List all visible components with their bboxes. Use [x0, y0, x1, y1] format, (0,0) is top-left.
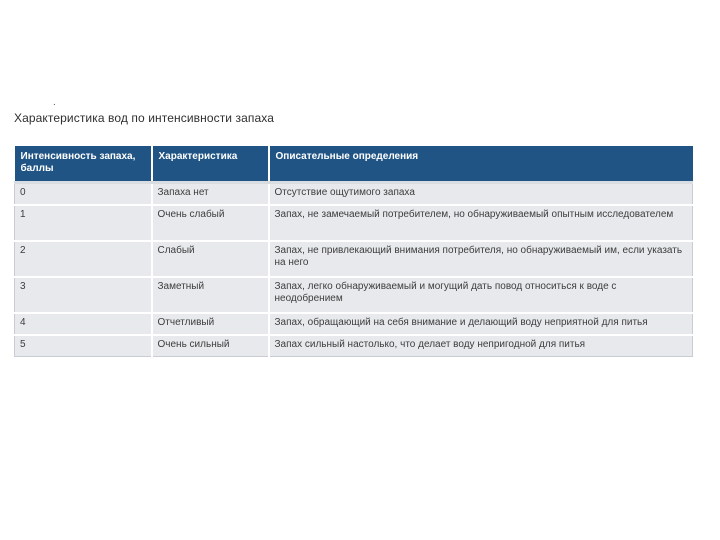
header-description: Описательные определения: [269, 146, 693, 183]
table-row: [15, 313, 693, 335]
table-row: [15, 335, 693, 357]
table-row: [15, 277, 693, 313]
cell-description: Отсутствие ощутимого запаха: [269, 183, 693, 206]
cell-intensity: 3: [15, 277, 152, 313]
cell-characteristic: Очень сильный: [152, 335, 269, 357]
table-row: [15, 205, 693, 241]
cell-characteristic: Очень слабый: [152, 205, 269, 241]
odor-intensity-table: [14, 146, 693, 357]
cell-characteristic: Отчетливый: [152, 313, 269, 335]
cell-intensity: 0: [15, 183, 152, 206]
header-intensity: Интенсивность запаха, баллы: [15, 146, 152, 183]
cell-characteristic: Запаха нет: [152, 183, 269, 206]
cell-intensity: 2: [15, 241, 152, 277]
cell-description: Запах, не замечаемый потребителем, но обнаруживаемый опытным исследователем: [269, 205, 693, 241]
cell-description: Запах сильный настолько, что делает воду непригодной для питья: [269, 335, 693, 357]
cell-description: Запах, легко обнаруживаемый и могущий дать повод относиться к воде с неодобрением: [269, 277, 693, 313]
cell-intensity: 1: [15, 205, 152, 241]
cell-description: Запах, обращающий на себя внимание и делающий воду неприятной для питья: [269, 313, 693, 335]
cell-intensity: 4: [15, 313, 152, 335]
table-row: [15, 241, 693, 277]
table-row: [15, 183, 693, 206]
stray-mark: .: [53, 97, 56, 108]
table-title: Характеристика вод по интенсивности запаха: [14, 111, 275, 125]
cell-characteristic: Слабый: [152, 241, 269, 277]
header-characteristic: Характеристика: [152, 146, 269, 183]
cell-characteristic: Заметный: [152, 277, 269, 313]
cell-intensity: 5: [15, 335, 152, 357]
table-header-row: [15, 146, 693, 183]
cell-description: Запах, не привлекающий внимания потребителя, но обнаруживаемый им, если указать на него: [269, 241, 693, 277]
